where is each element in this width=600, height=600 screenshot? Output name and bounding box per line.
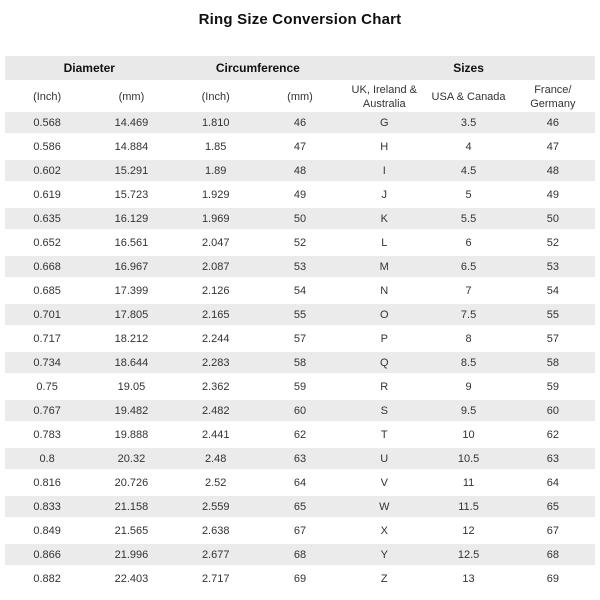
cell-usa-size: 7.5: [426, 303, 510, 327]
cell-usa-size: 12.5: [426, 543, 510, 567]
cell-circumference-inch: 2.48: [174, 447, 258, 471]
cell-france-size: 62: [511, 423, 595, 447]
cell-circumference-inch: 2.559: [174, 495, 258, 519]
cell-circumference-mm: 59: [258, 375, 342, 399]
cell-diameter-inch: 0.8: [5, 447, 89, 471]
cell-diameter-mm: 19.888: [89, 423, 173, 447]
cell-uk-size: S: [342, 399, 426, 423]
cell-usa-size: 8.5: [426, 351, 510, 375]
cell-diameter-mm: 17.805: [89, 303, 173, 327]
cell-diameter-inch: 0.568: [5, 112, 89, 135]
cell-france-size: 67: [511, 519, 595, 543]
cell-uk-size: V: [342, 471, 426, 495]
cell-uk-size: L: [342, 231, 426, 255]
cell-diameter-inch: 0.668: [5, 255, 89, 279]
cell-circumference-mm: 69: [258, 567, 342, 591]
cell-diameter-inch: 0.882: [5, 567, 89, 591]
cell-diameter-inch: 0.816: [5, 471, 89, 495]
cell-circumference-inch: 1.89: [174, 159, 258, 183]
cell-usa-size: 10.5: [426, 447, 510, 471]
cell-circumference-inch: 2.441: [174, 423, 258, 447]
cell-france-size: 58: [511, 351, 595, 375]
cell-uk-size: N: [342, 279, 426, 303]
cell-circumference-mm: 63: [258, 447, 342, 471]
table-row: [5, 255, 595, 279]
cell-france-size: 47: [511, 135, 595, 159]
table-row: [5, 112, 595, 135]
cell-circumference-inch: 1.810: [174, 112, 258, 135]
table-row: [5, 327, 595, 351]
table-row: [5, 303, 595, 327]
cell-circumference-inch: 2.087: [174, 255, 258, 279]
cell-france-size: 64: [511, 471, 595, 495]
cell-diameter-mm: 22.403: [89, 567, 173, 591]
cell-diameter-mm: 15.723: [89, 183, 173, 207]
cell-diameter-mm: 19.482: [89, 399, 173, 423]
group-header-circumference: Circumference: [174, 56, 343, 82]
cell-circumference-inch: 2.126: [174, 279, 258, 303]
cell-circumference-mm: 58: [258, 351, 342, 375]
cell-usa-size: 9.5: [426, 399, 510, 423]
cell-circumference-inch: 2.283: [174, 351, 258, 375]
cell-france-size: 54: [511, 279, 595, 303]
cell-diameter-mm: 20.726: [89, 471, 173, 495]
cell-circumference-inch: 2.52: [174, 471, 258, 495]
column-header-usa-size: USA & Canada: [426, 82, 510, 113]
cell-uk-size: X: [342, 519, 426, 543]
cell-france-size: 46: [511, 112, 595, 135]
cell-uk-size: I: [342, 159, 426, 183]
cell-circumference-inch: 2.165: [174, 303, 258, 327]
column-header-row: [5, 82, 595, 113]
group-header-sizes: Sizes: [342, 56, 595, 82]
cell-usa-size: 6.5: [426, 255, 510, 279]
cell-usa-size: 7: [426, 279, 510, 303]
cell-usa-size: 6: [426, 231, 510, 255]
cell-circumference-mm: 62: [258, 423, 342, 447]
cell-usa-size: 9: [426, 375, 510, 399]
cell-france-size: 65: [511, 495, 595, 519]
cell-circumference-mm: 48: [258, 159, 342, 183]
cell-usa-size: 5.5: [426, 207, 510, 231]
cell-diameter-inch: 0.783: [5, 423, 89, 447]
cell-usa-size: 4: [426, 135, 510, 159]
table-row: [5, 279, 595, 303]
cell-diameter-mm: 14.884: [89, 135, 173, 159]
cell-uk-size: U: [342, 447, 426, 471]
cell-diameter-inch: 0.734: [5, 351, 89, 375]
cell-uk-size: W: [342, 495, 426, 519]
cell-uk-size: G: [342, 112, 426, 135]
cell-france-size: 48: [511, 159, 595, 183]
cell-uk-size: O: [342, 303, 426, 327]
table-row: [5, 471, 595, 495]
cell-france-size: 49: [511, 183, 595, 207]
cell-circumference-inch: 2.047: [174, 231, 258, 255]
cell-diameter-inch: 0.767: [5, 399, 89, 423]
table-row: [5, 567, 595, 591]
column-header-diameter-mm: (mm): [89, 82, 173, 113]
cell-circumference-inch: 1.929: [174, 183, 258, 207]
table-body: [5, 112, 595, 591]
cell-circumference-mm: 60: [258, 399, 342, 423]
cell-diameter-inch: 0.602: [5, 159, 89, 183]
table-row: [5, 375, 595, 399]
column-header-uk-size: UK, Ireland & Australia: [342, 82, 426, 113]
cell-diameter-inch: 0.619: [5, 183, 89, 207]
cell-france-size: 69: [511, 567, 595, 591]
cell-usa-size: 5: [426, 183, 510, 207]
table-row: [5, 447, 595, 471]
cell-circumference-mm: 50: [258, 207, 342, 231]
cell-circumference-inch: 2.244: [174, 327, 258, 351]
table-row: [5, 159, 595, 183]
column-header-diameter-inch: (Inch): [5, 82, 89, 113]
cell-circumference-mm: 52: [258, 231, 342, 255]
page: [0, 11, 600, 600]
cell-diameter-inch: 0.833: [5, 495, 89, 519]
cell-diameter-mm: 14.469: [89, 112, 173, 135]
cell-circumference-mm: 55: [258, 303, 342, 327]
cell-uk-size: Y: [342, 543, 426, 567]
cell-diameter-mm: 17.399: [89, 279, 173, 303]
cell-france-size: 68: [511, 543, 595, 567]
table-row: [5, 495, 595, 519]
cell-france-size: 63: [511, 447, 595, 471]
cell-usa-size: 10: [426, 423, 510, 447]
table-row: [5, 543, 595, 567]
cell-uk-size: H: [342, 135, 426, 159]
table-row: [5, 351, 595, 375]
cell-diameter-inch: 0.701: [5, 303, 89, 327]
cell-uk-size: Z: [342, 567, 426, 591]
cell-circumference-mm: 53: [258, 255, 342, 279]
table-row: [5, 207, 595, 231]
cell-usa-size: 13: [426, 567, 510, 591]
table-header: [5, 56, 595, 112]
cell-circumference-mm: 46: [258, 112, 342, 135]
cell-usa-size: 11: [426, 471, 510, 495]
cell-circumference-mm: 49: [258, 183, 342, 207]
cell-france-size: 60: [511, 399, 595, 423]
column-header-circumference-mm: (mm): [258, 82, 342, 113]
cell-diameter-inch: 0.635: [5, 207, 89, 231]
cell-diameter-inch: 0.652: [5, 231, 89, 255]
cell-france-size: 55: [511, 303, 595, 327]
cell-usa-size: 3.5: [426, 112, 510, 135]
cell-uk-size: P: [342, 327, 426, 351]
cell-circumference-mm: 67: [258, 519, 342, 543]
table-row: [5, 423, 595, 447]
cell-usa-size: 8: [426, 327, 510, 351]
column-header-circumference-inch: (Inch): [174, 82, 258, 113]
cell-diameter-mm: 15.291: [89, 159, 173, 183]
cell-france-size: 52: [511, 231, 595, 255]
cell-circumference-inch: 2.717: [174, 567, 258, 591]
cell-diameter-mm: 21.996: [89, 543, 173, 567]
cell-france-size: 59: [511, 375, 595, 399]
cell-circumference-inch: 1.969: [174, 207, 258, 231]
cell-usa-size: 4.5: [426, 159, 510, 183]
cell-diameter-mm: 18.644: [89, 351, 173, 375]
ring-size-table: [5, 56, 595, 592]
cell-circumference-inch: 2.482: [174, 399, 258, 423]
cell-uk-size: M: [342, 255, 426, 279]
cell-diameter-mm: 19.05: [89, 375, 173, 399]
cell-diameter-mm: 16.129: [89, 207, 173, 231]
cell-diameter-mm: 21.565: [89, 519, 173, 543]
cell-circumference-inch: 2.362: [174, 375, 258, 399]
cell-circumference-mm: 68: [258, 543, 342, 567]
cell-circumference-inch: 2.677: [174, 543, 258, 567]
cell-circumference-mm: 47: [258, 135, 342, 159]
cell-diameter-mm: 16.967: [89, 255, 173, 279]
cell-diameter-mm: 21.158: [89, 495, 173, 519]
cell-circumference-mm: 65: [258, 495, 342, 519]
table-row: [5, 231, 595, 255]
table-row: [5, 519, 595, 543]
cell-circumference-mm: 57: [258, 327, 342, 351]
cell-france-size: 50: [511, 207, 595, 231]
cell-diameter-inch: 0.866: [5, 543, 89, 567]
table-row: [5, 135, 595, 159]
cell-diameter-inch: 0.586: [5, 135, 89, 159]
group-header-row: [5, 56, 595, 82]
cell-uk-size: J: [342, 183, 426, 207]
cell-uk-size: R: [342, 375, 426, 399]
cell-circumference-mm: 54: [258, 279, 342, 303]
group-header-diameter: Diameter: [5, 56, 174, 82]
table-row: [5, 183, 595, 207]
cell-diameter-inch: 0.717: [5, 327, 89, 351]
cell-uk-size: T: [342, 423, 426, 447]
table-row: [5, 399, 595, 423]
cell-france-size: 53: [511, 255, 595, 279]
cell-uk-size: Q: [342, 351, 426, 375]
cell-diameter-inch: 0.685: [5, 279, 89, 303]
cell-france-size: 57: [511, 327, 595, 351]
column-header-france-size: France/ Germany: [511, 82, 595, 113]
cell-diameter-inch: 0.849: [5, 519, 89, 543]
cell-uk-size: K: [342, 207, 426, 231]
cell-circumference-mm: 64: [258, 471, 342, 495]
cell-diameter-mm: 20.32: [89, 447, 173, 471]
cell-circumference-inch: 2.638: [174, 519, 258, 543]
page-title: Ring Size Conversion Chart: [198, 11, 402, 28]
cell-usa-size: 11.5: [426, 495, 510, 519]
cell-diameter-mm: 16.561: [89, 231, 173, 255]
cell-diameter-mm: 18.212: [89, 327, 173, 351]
cell-usa-size: 12: [426, 519, 510, 543]
cell-circumference-inch: 1.85: [174, 135, 258, 159]
cell-diameter-inch: 0.75: [5, 375, 89, 399]
